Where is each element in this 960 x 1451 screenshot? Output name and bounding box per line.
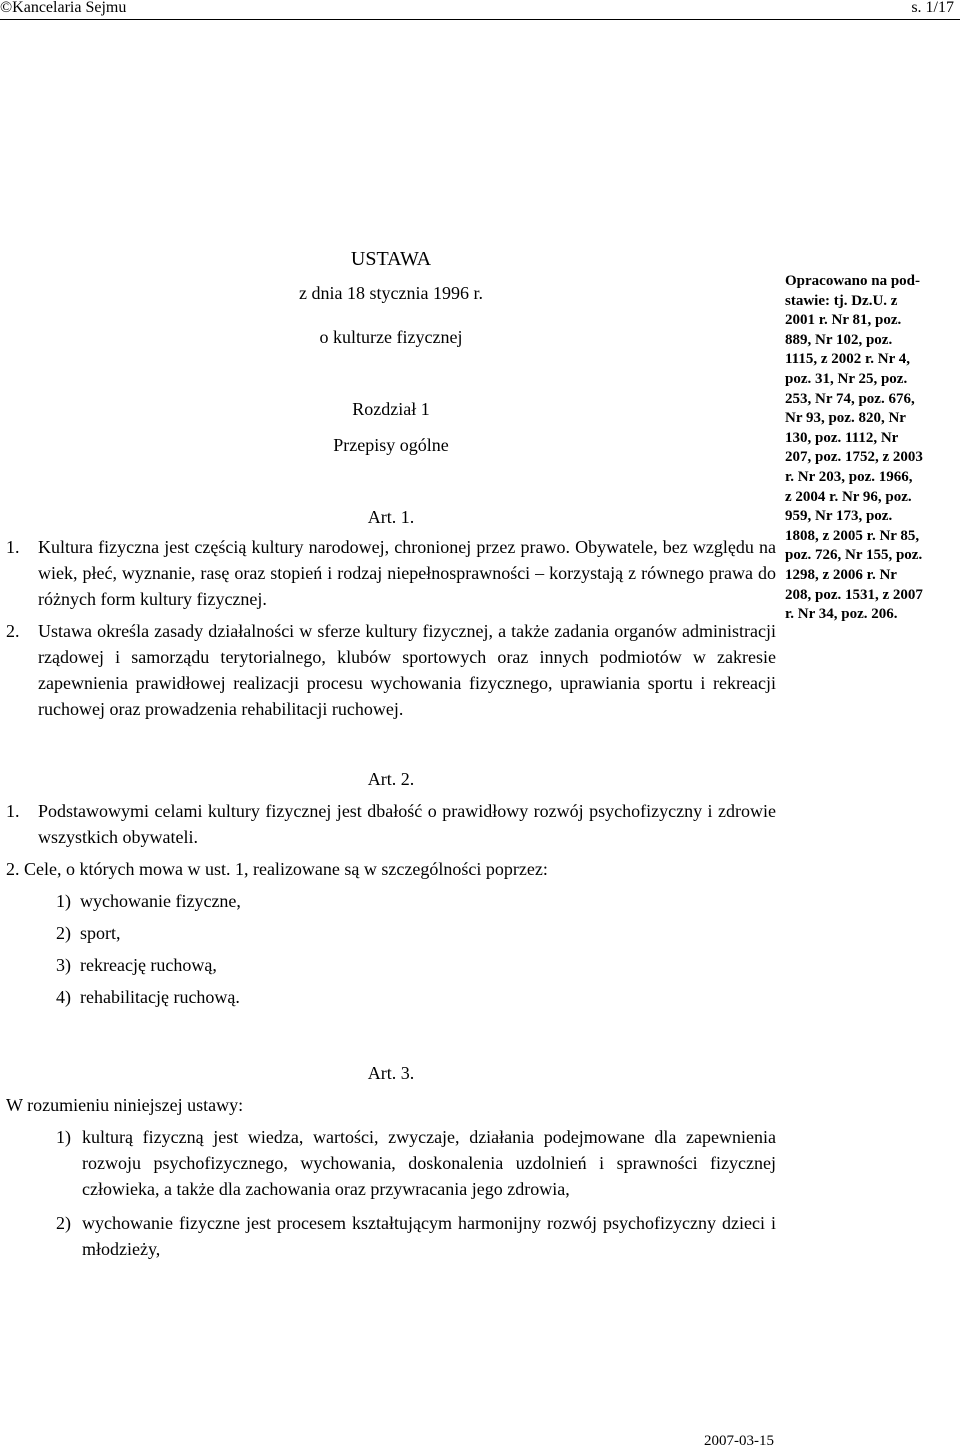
header-publisher: ©Kancelaria Sejmu xyxy=(0,0,127,16)
paragraph-text: Kultura fizyczna jest częścią kultury narodowej, chronionej przez prawo. Obywatele, bez względu na wiek, płeć, wyznanie, rasę oraz stopień i rodzaj niepełnosprawności – korzystają z równego prawa do różnych form kultury fizycznej. xyxy=(38,537,776,609)
chapter-number: Rozdział 1 xyxy=(352,399,430,419)
article-2-heading: Art. 2. xyxy=(367,769,415,789)
list-item: 4) rehabilitację ruchową. xyxy=(56,987,240,1007)
document-body xyxy=(6,248,776,1270)
article-2-list xyxy=(6,888,776,1010)
act-topic: o kulturze fizycznej xyxy=(319,327,463,347)
article-2-paragraph-2: 2. Cele, o których mowa w ust. 1, realizowane są w szczególności poprzez: xyxy=(6,859,548,879)
list-item: 2) sport, xyxy=(56,923,121,943)
act-date: z dnia 18 stycznia 1996 r. xyxy=(299,283,483,303)
article-3-list xyxy=(6,1124,776,1262)
list-item: 3) rekreację ruchową, xyxy=(56,955,217,975)
list-item: 1) wychowanie fizyczne, xyxy=(56,891,241,911)
article-3-intro: W rozumieniu niniejszej ustawy: xyxy=(6,1095,244,1115)
paragraph-number: 2. xyxy=(6,621,20,641)
article-1-heading: Art. 1. xyxy=(367,507,415,527)
article-1-paragraph-2 xyxy=(6,618,776,722)
paragraph-text: Ustawa określa zasady działalności w sferze kultury fizycznej, a także zadania organów administracji rządowej i samorządu terytorialnego, klubów sportowych oraz innych podmiotów w zakresie zapewnienia prawidłowej realizacji procesu wychowania fizycznego, uprawiania sportu i rekreacji ruchowej oraz prowadzenia rehabilitacji ruchowej. xyxy=(38,621,776,719)
page-header xyxy=(0,0,960,20)
paragraph-number: 1. xyxy=(6,537,20,557)
paragraph-number: 1. xyxy=(6,801,20,821)
chapter-name: Przepisy ogólne xyxy=(333,435,449,455)
article-2-paragraph-1 xyxy=(6,798,776,850)
act-title: USTAWA xyxy=(350,248,432,270)
list-item: 1) kulturą fizyczną jest wiedza, wartości, zwyczaje, działania podejmowane dla zapewnienia rozwoju psychofizycznego, wychowania, doskonalenia uzdolnień i sprawności fizycznej człowieka, a także dla zachowania oraz przywracania jego zdrowia, xyxy=(56,1127,776,1199)
list-item: 2) wychowanie fizyczne jest procesem kształtującym harmonijny rozwój psychofizyczny dzieci i młodzieży, xyxy=(56,1213,776,1259)
source-note: Opracowano na pod- stawie: tj. Dz.U. z 2001 r. Nr 81, poz. 889, Nr 102, poz. 1115, z 2002 r. Nr 4, poz. 31, Nr 25, poz. 253, Nr 74, poz. 676, Nr 93, poz. 820, Nr 130, poz. 1112, Nr 207, poz. 1752, z 2003 r. Nr 203, poz. 1966, z 2004 r. Nr 96, poz. 959, Nr 173, poz. 1808, z 2005 r. Nr 85, poz. 726, Nr 155, poz. 1298, z 2006 r. Nr 208, poz. 1531, z 2007 r. Nr 34, poz. 206. xyxy=(785,273,923,623)
header-page-number: s. 1/17 xyxy=(911,0,954,16)
article-3-heading: Art. 3. xyxy=(367,1063,415,1083)
paragraph-text: Podstawowymi celami kultury fizycznej jest dbałość o prawidłowy rozwój psychofizyczny i zdrowie wszystkich obywateli. xyxy=(38,801,776,847)
article-1-paragraph-1 xyxy=(6,534,776,612)
footer-date: 2007-03-15 xyxy=(704,1433,774,1449)
